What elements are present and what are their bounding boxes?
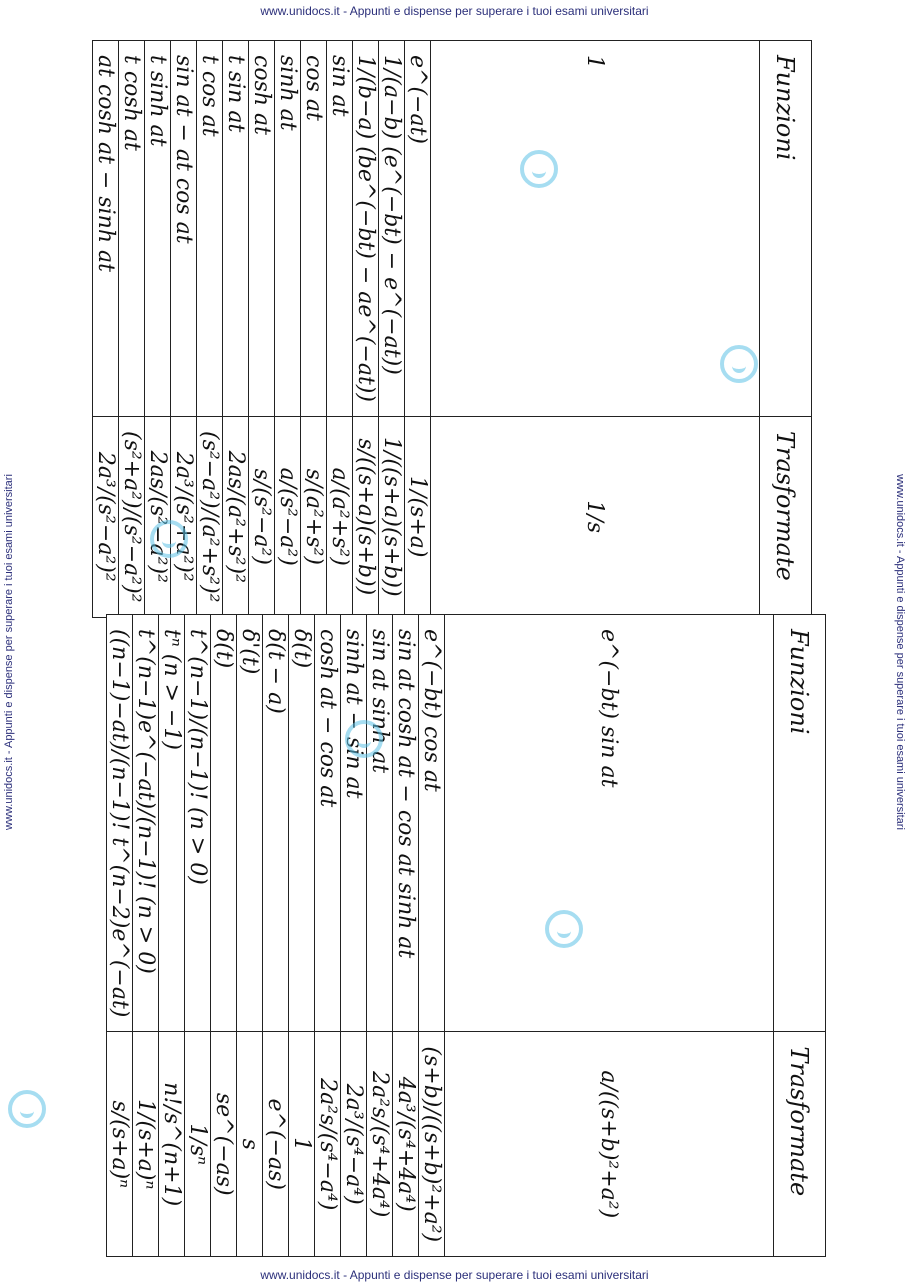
function-cell: cosh at xyxy=(249,41,275,417)
table-row xyxy=(393,615,419,1257)
transform-cell: 2a³/(s⁴−a⁴) xyxy=(341,1032,367,1257)
function-cell: δ'(t) xyxy=(237,615,263,1032)
watermark-logo-icon xyxy=(345,720,383,758)
table-row xyxy=(315,615,341,1257)
laplace-table-1 xyxy=(92,40,812,618)
watermark-logo-icon xyxy=(520,150,558,188)
transform-cell: 2a³/(s²+a²)² xyxy=(171,416,197,617)
transform-cell: 2a²s/(s⁴−a⁴) xyxy=(315,1032,341,1257)
transform-cell: se^(−as) xyxy=(211,1032,237,1257)
function-cell: t^(n−1)e^(−at)/(n−1)! (n > 0) xyxy=(133,615,159,1032)
function-cell: e^(−bt) cos at xyxy=(419,615,445,1032)
function-cell: sin at − at cos at xyxy=(171,41,197,417)
transform-cell: e^(−as) xyxy=(263,1032,289,1257)
table-row xyxy=(133,615,159,1257)
table-row xyxy=(159,615,185,1257)
transform-cell: 1 xyxy=(289,1032,315,1257)
right-side-banner: www.unidocs.it - Appunti e dispense per superare i tuoi esami universitari xyxy=(894,474,906,830)
table-row xyxy=(93,41,119,618)
transform-cell: 1/(s+a) xyxy=(405,416,431,617)
function-cell: t sinh at xyxy=(145,41,171,417)
function-cell: δ(t) xyxy=(211,615,237,1032)
table-1-wrapper xyxy=(92,40,812,603)
transform-cell: s xyxy=(237,1032,263,1257)
transform-cell: 1/s xyxy=(431,416,760,617)
functions-header: Funzioni xyxy=(760,41,812,417)
transform-cell: (s+b)/((s+b)²+a²) xyxy=(419,1032,445,1257)
table-row xyxy=(185,615,211,1257)
table-row xyxy=(379,41,405,618)
watermark-logo-icon xyxy=(720,345,758,383)
function-cell: t cosh at xyxy=(119,41,145,417)
transform-cell: s/(s²−a²) xyxy=(249,416,275,617)
table-row xyxy=(119,41,145,618)
watermark-logo-icon xyxy=(545,910,583,948)
table-row xyxy=(327,41,353,618)
left-side-banner: www.unidocs.it - Appunti e dispense per superare i tuoi esami universitari xyxy=(3,474,15,830)
function-cell: at cosh at − sinh at xyxy=(93,41,119,417)
watermark-logo-icon xyxy=(8,1090,46,1128)
function-cell: sinh at − sin at xyxy=(341,615,367,1032)
function-cell: tⁿ (n > −1) xyxy=(159,615,185,1032)
table-row xyxy=(289,615,315,1257)
table-row xyxy=(249,41,275,618)
transform-cell: 1/((s+a)(s+b)) xyxy=(379,416,405,617)
transform-cell: n!/s^(n+1) xyxy=(159,1032,185,1257)
transform-cell: 2a²s/(s⁴+4a⁴) xyxy=(367,1032,393,1257)
function-cell: e^(−bt) sin at xyxy=(445,615,774,1032)
table-row xyxy=(405,41,431,618)
transform-cell: 2as/(a²+s²)² xyxy=(223,416,249,617)
function-cell: cosh at − cos at xyxy=(315,615,341,1032)
transform-cell: a/(s²−a²) xyxy=(275,416,301,617)
transform-cell: 2a³/(s²−a²)² xyxy=(93,416,119,617)
function-cell: e^(−at) xyxy=(405,41,431,417)
watermark-logo-icon xyxy=(150,520,188,558)
laplace-table-2 xyxy=(106,614,826,1257)
transform-cell: 1/sⁿ xyxy=(185,1032,211,1257)
table-row xyxy=(367,615,393,1257)
transform-cell: a/((s+b)²+a²) xyxy=(445,1032,774,1257)
transform-cell: (s²−a²)/(a²+s²)² xyxy=(197,416,223,617)
table-row xyxy=(223,41,249,618)
function-cell: sinh at xyxy=(275,41,301,417)
function-cell: 1/(a−b) (e^(−bt) − e^(−at)) xyxy=(379,41,405,417)
table-row xyxy=(211,615,237,1257)
transform-cell: (s²+a²)/(s²−a²)² xyxy=(119,416,145,617)
function-cell: 1/(b−a) (be^(−bt) − ae^(−at)) xyxy=(353,41,379,417)
function-cell: ((n−1)−at)/(n−1)! t^(n−2)e^(−at) xyxy=(107,615,133,1032)
functions-header: Funzioni xyxy=(774,615,826,1032)
transform-cell: a/(a²+s²) xyxy=(327,416,353,617)
transform-cell: 2as/(s²−a²)² xyxy=(145,416,171,617)
bottom-banner[interactable]: www.unidocs.it - Appunti e dispense per superare i tuoi esami universitari xyxy=(260,1268,649,1282)
transform-cell: 4a³/(s⁴+4a⁴) xyxy=(393,1032,419,1257)
function-cell: δ(t) xyxy=(289,615,315,1032)
transform-cell: s/(a²+s²) xyxy=(301,416,327,617)
table-row xyxy=(445,615,774,1257)
function-cell: cos at xyxy=(301,41,327,417)
table-row xyxy=(353,41,379,618)
function-cell: 1 xyxy=(431,41,760,417)
table-2-wrapper xyxy=(106,614,826,1243)
function-cell: sin at sinh at xyxy=(367,615,393,1032)
table-row xyxy=(237,615,263,1257)
table-row xyxy=(341,615,367,1257)
table-row xyxy=(301,41,327,618)
table-row xyxy=(419,615,445,1257)
transforms-header: Trasformate xyxy=(774,1032,826,1257)
transforms-header: Trasformate xyxy=(760,416,812,617)
transform-cell: s/((s+a)(s+b)) xyxy=(353,416,379,617)
table-row xyxy=(107,615,133,1257)
table-row xyxy=(431,41,760,618)
table-row xyxy=(275,41,301,618)
top-banner[interactable]: www.unidocs.it - Appunti e dispense per superare i tuoi esami universitari xyxy=(260,4,649,18)
transform-cell: s/(s+a)ⁿ xyxy=(107,1032,133,1257)
function-cell: t cos at xyxy=(197,41,223,417)
table-row xyxy=(263,615,289,1257)
function-cell: sin at xyxy=(327,41,353,417)
table-row xyxy=(197,41,223,618)
transform-cell: 1/(s+a)ⁿ xyxy=(133,1032,159,1257)
function-cell: t sin at xyxy=(223,41,249,417)
function-cell: δ(t − a) xyxy=(263,615,289,1032)
function-cell: t^(n−1)/(n−1)! (n > 0) xyxy=(185,615,211,1032)
function-cell: sin at cosh at − cos at sinh at xyxy=(393,615,419,1032)
